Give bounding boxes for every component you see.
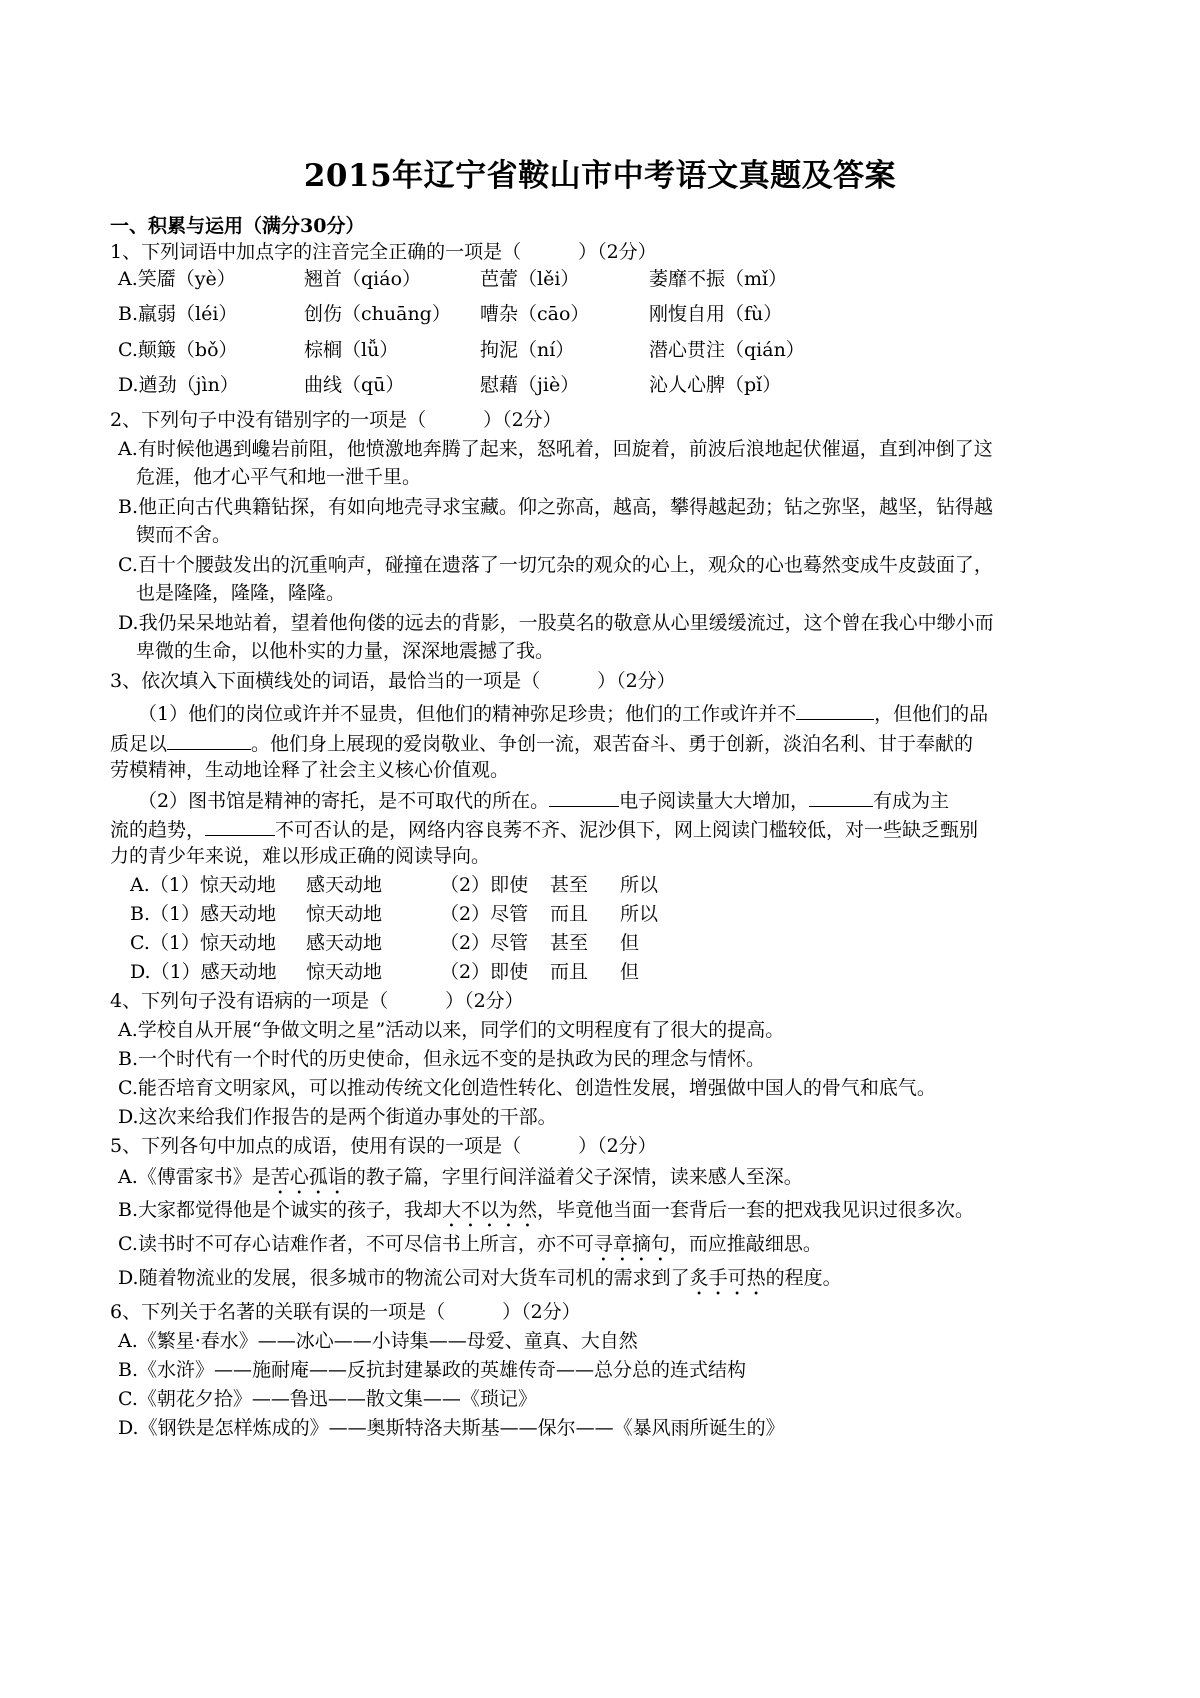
q5-d-pre: D.随着物流业的发展，很多城市的物流公司对大货车司机的需求到了: [118, 1267, 690, 1289]
q3-c-2: 感天动地: [306, 932, 383, 954]
q2-option-b-line-1: B.他正向古代典籍钻探，有如向地壳寻求宝藏。仰之弥高，越高，攀得越起劲；钻之弥坚，越坚，钻得越: [118, 496, 994, 518]
q1-a-word-1: A.笑靥（yè）: [118, 268, 236, 290]
q3-passage-2-line-1: [138, 786, 949, 814]
q1-c-word-2: 棕榈（lǚ）: [304, 339, 399, 361]
q1-b-word-2: 创伤（chuāng）: [304, 303, 451, 325]
question-4-stem: 4、下列句子没有语病的一项是（ ）（2分）: [110, 990, 524, 1012]
q1-d-word-4: 沁人心脾（pǐ）: [649, 374, 782, 396]
q3-p2-text-d: 流的趋势，: [110, 819, 206, 841]
q5-c-pre: C.读书时不可存心诘难作者，不可尽信书上所言，亦不可: [118, 1233, 594, 1255]
q3-b-1: B.（1）感天动地: [130, 903, 277, 925]
q3-passage-2-line-2: [110, 815, 978, 843]
q3-p2-text-a: （2）图书馆是精神的寄托，是不可取代的所在。: [138, 790, 550, 812]
q5-a-post: 的教子篇，字里行间洋溢着父子深情，读来感人至深。: [346, 1166, 803, 1188]
q3-c-5: 但: [620, 932, 640, 954]
q1-d-word-1: D.遒劲（jìn）: [118, 374, 239, 396]
q3-d-5: 但: [620, 961, 640, 983]
q1-a-word-2: 翘首（qiáo）: [304, 268, 422, 290]
q5-b-pre: B.大家都觉得他是个诚实的孩子，我却: [118, 1199, 443, 1221]
q6-option-a: A.《繁星·春水》——冰心——小诗集——母爱、童真、大自然: [118, 1330, 638, 1352]
q4-option-c: C.能否培育文明家风，可以推动传统文化创造性转化、创造性发展，增强做中国人的骨气和底气。: [118, 1077, 936, 1099]
q2-option-d-line-1: D.我仍呆呆地站着，望着他佝偻的远去的背影，一股莫名的敬意从心里缓缓流过，这个曾在我心中缈小而: [118, 612, 994, 634]
question-5-stem: 5、下列各句中加点的成语，使用有误的一项是（ ）（2分）: [110, 1135, 657, 1157]
q3-b-2: 惊天动地: [306, 903, 383, 925]
fill-blank: [809, 786, 873, 807]
q2-option-c-line-1: C.百十个腰鼓发出的沉重响声，碰撞在遗落了一切冗杂的观众的心上，观众的心也蓦然变成牛皮鼓面了，: [118, 554, 993, 576]
q1-b-word-4: 刚愎自用（fù）: [649, 303, 783, 325]
q2-option-b-line-2: 锲而不舍。: [136, 524, 232, 546]
q2-option-d-line-2: 卑微的生命，以他朴实的力量，深深地震撼了我。: [136, 640, 555, 662]
q5-option-a: [118, 1164, 803, 1199]
q3-b-4: 而且: [550, 903, 589, 925]
q3-d-3: （2）即使: [440, 961, 529, 983]
q5-option-c: [118, 1231, 822, 1266]
q3-a-4: 甚至: [550, 874, 589, 896]
q6-option-d: D.《钢铁是怎样炼成的》——奥斯特洛夫斯基——保尔——《暴风雨所诞生的》: [118, 1417, 785, 1439]
q5-a-idiom: 苦心孤诣: [270, 1166, 347, 1188]
q3-c-1: C.（1）惊天动地: [130, 932, 276, 954]
q3-a-3: （2）即使: [440, 874, 529, 896]
q3-passage-1-line-2: [110, 729, 973, 757]
q2-option-a-line-1: A.有时候他遇到巉岩前阻，他愤激地奔腾了起来，怒吼着，回旋着，前波后浪地起伏催逼，直到冲倒了这: [118, 438, 993, 460]
q3-c-4: 甚至: [550, 932, 589, 954]
q1-c-word-3: 拘泥（ní）: [480, 339, 575, 361]
q5-option-d: [118, 1265, 842, 1300]
q3-d-1: D.（1）感天动地: [130, 961, 277, 983]
q3-p2-text-e: 不可否认的是，网络内容良莠不齐、泥沙俱下，网上阅读门槛较低，对一些缺乏甄别: [275, 819, 979, 841]
q2-option-a-line-2: 危涯，他才心平气和地一泄千里。: [136, 466, 422, 488]
page-title: 2015年辽宁省鞍山市中考语文真题及答案: [303, 158, 897, 194]
q3-p1-text-d: 。他们身上展现的爱岗敬业、争创一流，艰苦奋斗、勇于创新，淡泊名利、甘于奉献的: [251, 733, 974, 755]
q3-d-4: 而且: [550, 961, 589, 983]
q3-passage-1-line-1: [138, 699, 988, 727]
fill-blank: [167, 729, 251, 750]
q6-option-b: B.《水浒》——施耐庵——反抗封建暴政的英雄传奇——总分总的连式结构: [118, 1359, 747, 1381]
q5-b-idiom: 大不以为然: [442, 1199, 538, 1221]
question-6-stem: 6、下列关于名著的关联有误的一项是（ ）（2分）: [110, 1301, 581, 1323]
q3-c-3: （2）尽管: [440, 932, 529, 954]
q1-a-word-3: 芭蕾（lěi）: [480, 268, 580, 290]
q3-p1-text-c: 质足以: [110, 733, 168, 755]
q1-d-word-2: 曲线（qū）: [304, 374, 405, 396]
q5-b-post: ，毕竟他当面一套背后一套的把戏我见识过很多次。: [537, 1199, 975, 1221]
section-heading: 一、积累与运用（满分30分）: [110, 215, 365, 237]
q5-a-pre: A.《傅雷家书》是: [118, 1166, 271, 1188]
q1-c-word-4: 潜心贯注（qián）: [649, 339, 805, 361]
question-3-stem: 3、依次填入下面横线处的词语，最恰当的一项是（ ）（2分）: [110, 670, 676, 692]
q3-d-2: 惊天动地: [306, 961, 383, 983]
q3-p1-text-b: ，但他们的品: [874, 703, 989, 725]
q3-p1-text-a: （1）他们的岗位或许并不显贵，但他们的精神弥足珍贵；他们的工作或许并不: [138, 703, 797, 725]
q5-option-b: [118, 1197, 974, 1232]
q3-p2-text-b: 电子阅读量大大增加，: [619, 790, 810, 812]
q5-d-idiom: 炙手可热: [689, 1267, 766, 1289]
q4-option-d: D.这次来给我们作报告的是两个街道办事处的干部。: [118, 1106, 557, 1128]
q1-b-word-1: B.羸弱（léi）: [118, 303, 238, 325]
q3-a-2: 感天动地: [306, 874, 383, 896]
fill-blank: [549, 786, 619, 807]
q4-option-a: A.学校自从开展“争做文明之星”活动以来，同学们的文明程度有了很大的提高。: [118, 1019, 785, 1041]
q6-option-c: C.《朝花夕拾》——鲁迅——散文集——《琐记》: [118, 1388, 537, 1410]
q5-c-post: ，而应推敲细思。: [669, 1233, 822, 1255]
q3-p2-text-c: 有成为主: [873, 790, 950, 812]
q2-option-c-line-2: 也是隆隆，隆隆，隆隆。: [136, 582, 346, 604]
question-2-stem: 2、下列句子中没有错别字的一项是（ ）（2分）: [110, 409, 562, 431]
question-1-stem: 1、下列词语中加点字的注音完全正确的一项是（ ）（2分）: [110, 241, 657, 263]
q1-c-word-1: C.颠簸（bǒ）: [118, 339, 238, 361]
q5-c-idiom: 寻章摘句: [593, 1233, 670, 1255]
q5-d-post: 的程度。: [765, 1267, 842, 1289]
q3-a-5: 所以: [620, 874, 659, 896]
fill-blank: [796, 699, 874, 720]
q3-passage-2-line-3: 力的青少年来说，难以形成正确的阅读导向。: [110, 845, 491, 867]
q3-a-1: A.（1）惊天动地: [130, 874, 276, 896]
q1-a-word-4: 萎靡不振（mǐ）: [649, 268, 788, 290]
q3-b-3: （2）尽管: [440, 903, 529, 925]
q1-b-word-3: 嘈杂（cāo）: [480, 303, 590, 325]
q1-d-word-3: 慰藉（jiè）: [480, 374, 580, 396]
q3-b-5: 所以: [620, 903, 659, 925]
q3-passage-1-line-3: 劳模精神，生动地诠释了社会主义核心价值观。: [110, 759, 510, 781]
fill-blank: [205, 815, 275, 836]
q4-option-b: B.一个时代有一个时代的历史使命，但永远不变的是执政为民的理念与情怀。: [118, 1048, 766, 1070]
